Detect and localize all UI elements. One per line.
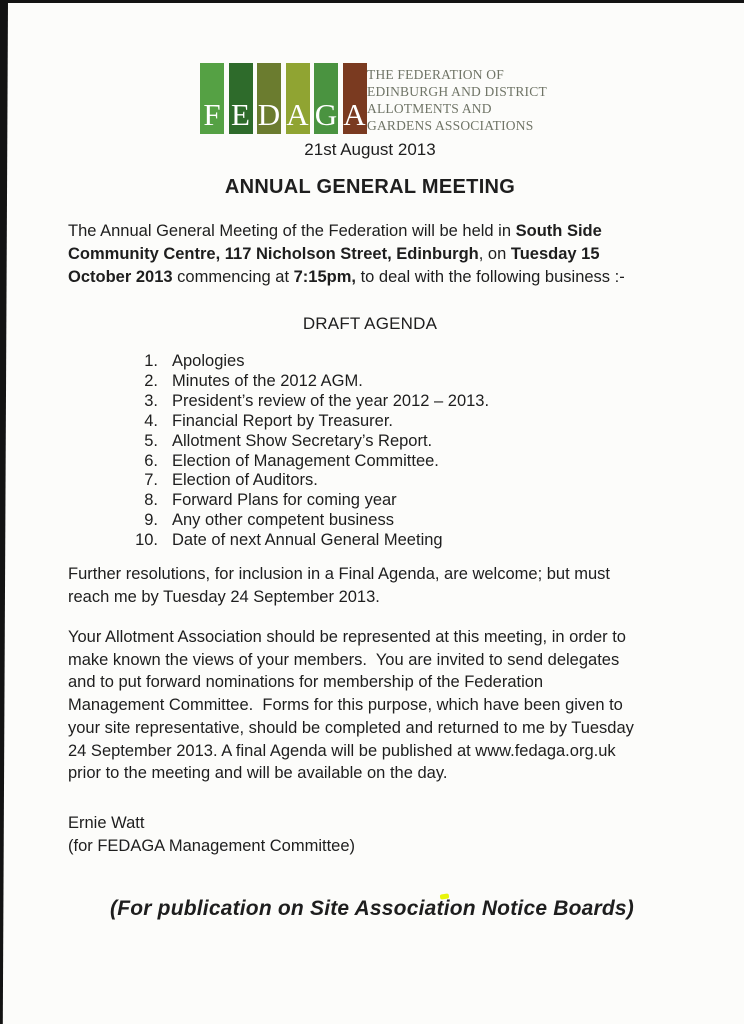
agenda-item-number: 6. xyxy=(144,451,158,470)
agenda-item-text: Forward Plans for coming year xyxy=(172,491,397,510)
resolutions-paragraph xyxy=(68,563,610,608)
logo-bar: D xyxy=(257,63,281,134)
document-date: 21st August 2013 xyxy=(304,140,436,159)
agenda-item-text: Date of next Annual General Meeting xyxy=(172,531,443,550)
agenda-item xyxy=(68,491,489,511)
publication-note: (For publication on Site Association Notice Boards) xyxy=(110,897,634,920)
logo-bar: A xyxy=(286,63,310,134)
signature-role: (for FEDAGA Management Committee) xyxy=(68,837,356,855)
agenda-item xyxy=(68,531,489,551)
agenda-item xyxy=(68,412,489,432)
paragraph-line: Further resolutions, for inclusion in a Final Agenda, are welcome; but must xyxy=(68,565,611,583)
agenda-item-number: 8. xyxy=(144,491,158,510)
paragraph-line: Management Committee. Forms for this purpose, which have been given to xyxy=(68,696,623,715)
agenda-item-text: Election of Auditors. xyxy=(172,471,318,490)
agenda-item xyxy=(68,392,489,412)
logo-bar: A xyxy=(343,63,367,134)
agenda-item-text: President’s review of the year 2012 – 2013. xyxy=(172,391,490,410)
intro-segment: Community Centre, 117 Nicholson Street, Edinburgh xyxy=(68,245,479,263)
agenda-item-text: Any other competent business xyxy=(172,511,394,530)
agenda-item xyxy=(68,452,489,472)
agenda-item xyxy=(68,471,489,491)
logo-bar: E xyxy=(229,63,253,134)
org-name-line: ALLOTMENTS AND xyxy=(367,101,492,116)
intro-segment: to deal with the following business :- xyxy=(355,268,625,286)
agenda-item-number: 7. xyxy=(144,471,158,490)
logo-bar: G xyxy=(314,63,338,134)
agenda-item-number: 1. xyxy=(144,352,158,370)
org-name-line: THE FEDERATION OF xyxy=(367,67,504,82)
paragraph-line: make known the views of your members. You are invited to send delegates xyxy=(68,650,620,669)
signature-name: Ernie Watt xyxy=(68,814,145,832)
intro-segment: Tuesday 15 xyxy=(510,245,600,263)
org-name-line: EDINBURGH AND DISTRICT xyxy=(367,84,547,99)
agenda-item-text: Apologies xyxy=(172,352,245,370)
agenda-item xyxy=(68,511,489,531)
agenda-item-number: 2. xyxy=(144,371,158,390)
agenda-item-number: 5. xyxy=(144,431,158,450)
org-name-line: GARDENS ASSOCIATIONS xyxy=(367,118,534,133)
representation-paragraph xyxy=(68,626,634,785)
intro-line xyxy=(68,243,625,266)
agenda-item xyxy=(68,352,489,372)
agenda-list xyxy=(68,352,489,551)
paragraph-line: and to put forward nominations for membership of the Federation xyxy=(68,673,544,692)
document-title: ANNUAL GENERAL MEETING xyxy=(224,176,516,198)
paragraph-line: 24 September 2013. A final Agenda will be published at www.fedaga.org.uk xyxy=(68,741,616,760)
agenda-heading: DRAFT AGENDA xyxy=(302,314,438,333)
agenda-item-text: Election of Management Committee. xyxy=(172,451,439,470)
intro-paragraph xyxy=(68,220,625,289)
logo-bar: F xyxy=(200,63,224,134)
paragraph-line: prior to the meeting and will be available on the day. xyxy=(68,764,448,783)
paragraph-line: Your Allotment Association should be represented at this meeting, in order to xyxy=(68,628,626,646)
agenda-item-text: Minutes of the 2012 AGM. xyxy=(172,371,363,390)
intro-line xyxy=(68,266,625,289)
paragraph-line: reach me by Tuesday 24 September 2013. xyxy=(68,587,380,606)
intro-segment: October 2013 xyxy=(68,268,173,286)
agenda-item-text: Allotment Show Secretary’s Report. xyxy=(172,431,433,450)
agenda-item xyxy=(68,372,489,392)
intro-segment: The Annual General Meeting of the Federation will be held in xyxy=(68,222,516,240)
agenda-item-number: 9. xyxy=(144,511,158,530)
org-name xyxy=(367,66,547,134)
intro-line xyxy=(68,220,625,243)
scan-edge-top xyxy=(0,0,744,3)
agenda-item-number: 10. xyxy=(135,531,158,550)
paragraph-line: your site representative, should be completed and returned to me by Tuesday xyxy=(68,718,634,737)
agenda-item xyxy=(68,432,489,452)
agenda-item-text: Financial Report by Treasurer. xyxy=(172,411,394,430)
intro-segment: 7:15pm, xyxy=(293,268,356,286)
agenda-item-number: 4. xyxy=(144,411,158,430)
intro-segment: South Side xyxy=(515,222,602,240)
intro-segment: , on xyxy=(478,245,511,263)
agenda-item-number: 3. xyxy=(144,391,158,410)
intro-segment: commencing at xyxy=(172,268,294,286)
signature-block xyxy=(68,812,355,858)
fedaga-logo xyxy=(200,63,367,134)
